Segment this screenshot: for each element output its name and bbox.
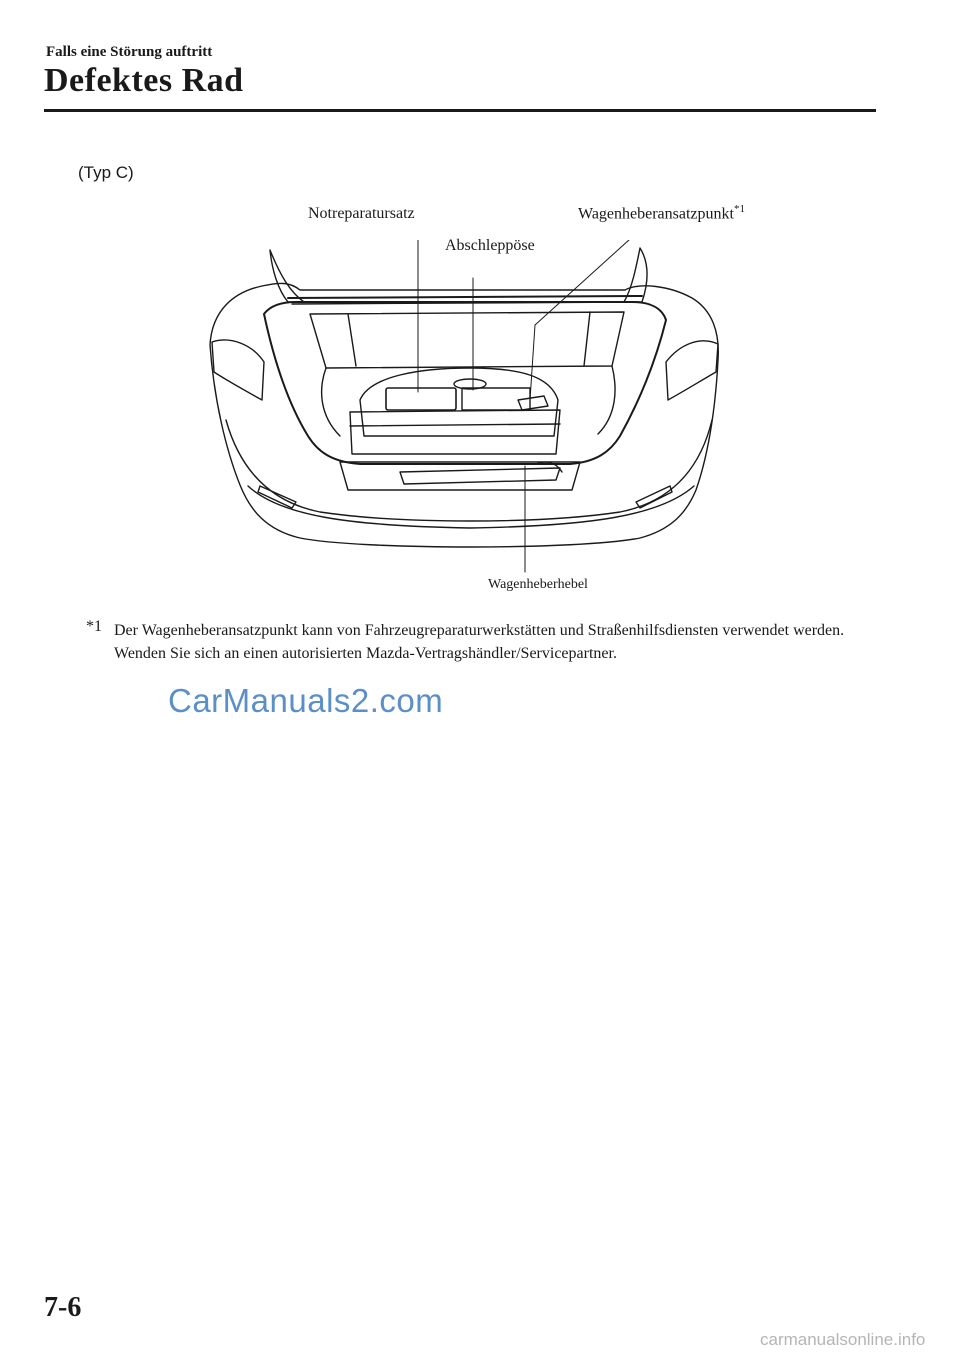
callout-abschleppoese: Abschleppöse: [445, 237, 535, 254]
callout-notreparatursatz: Notreparatursatz: [308, 205, 415, 222]
footnote-text: Der Wagenheberansatzpunkt kann von Fahrzeugreparaturwerkstätten und Straßenhilfsdiensten verwendet werden. Wenden Sie sich an einen autorisierten Mazda-Vertragshändler/Servicepartner.: [114, 622, 845, 662]
lid-bar: [288, 296, 642, 298]
trunk-back-wall: [310, 312, 624, 368]
taillight-left: [212, 340, 264, 400]
trunk-floor-left: [322, 368, 340, 436]
jack-handle: [400, 468, 560, 484]
page-title: Defektes Rad: [44, 62, 244, 99]
title-divider: [44, 109, 876, 112]
watermark-carmanualsonline: carmanualsonline.info: [760, 1330, 926, 1349]
lid-arm-left: [270, 250, 304, 302]
towing-eye: [462, 388, 530, 410]
tray-rim: [350, 410, 560, 454]
car-trunk-illustration: [200, 240, 740, 575]
section-heading: Falls eine Störung auftritt: [46, 44, 213, 60]
jack-point: [518, 396, 548, 410]
lid-arm-right: [624, 248, 647, 302]
repair-kit-box: [386, 388, 456, 410]
tray-rim-line: [350, 424, 560, 426]
callout-wagenheberansatzpunkt-text: Wagenheberansatzpunkt: [578, 205, 734, 223]
callout-wagenheberansatzpunkt: [578, 203, 745, 223]
trunk-floor-right: [598, 366, 615, 434]
trunk-opening: [264, 302, 666, 464]
callout-wagenheberhebel: Wagenheberhebel: [488, 577, 588, 592]
leader-line-wagenheberansatzpunkt: [530, 240, 640, 400]
trunk-wall-crease-left: [348, 314, 356, 366]
taillight-right: [666, 341, 718, 400]
trunk-sill: [340, 462, 580, 490]
reflector-right: [636, 486, 672, 508]
bumper-lower: [248, 486, 694, 528]
figure-variant-label: (Typ C): [78, 163, 134, 182]
watermark-carmanuals: CarManuals2.com: [168, 682, 444, 719]
trunk-wall-crease-right: [584, 312, 590, 366]
footnote-marker: *1: [86, 618, 102, 635]
footnote-reference: *1: [733, 203, 745, 215]
page-number: 7-6: [44, 1292, 82, 1323]
